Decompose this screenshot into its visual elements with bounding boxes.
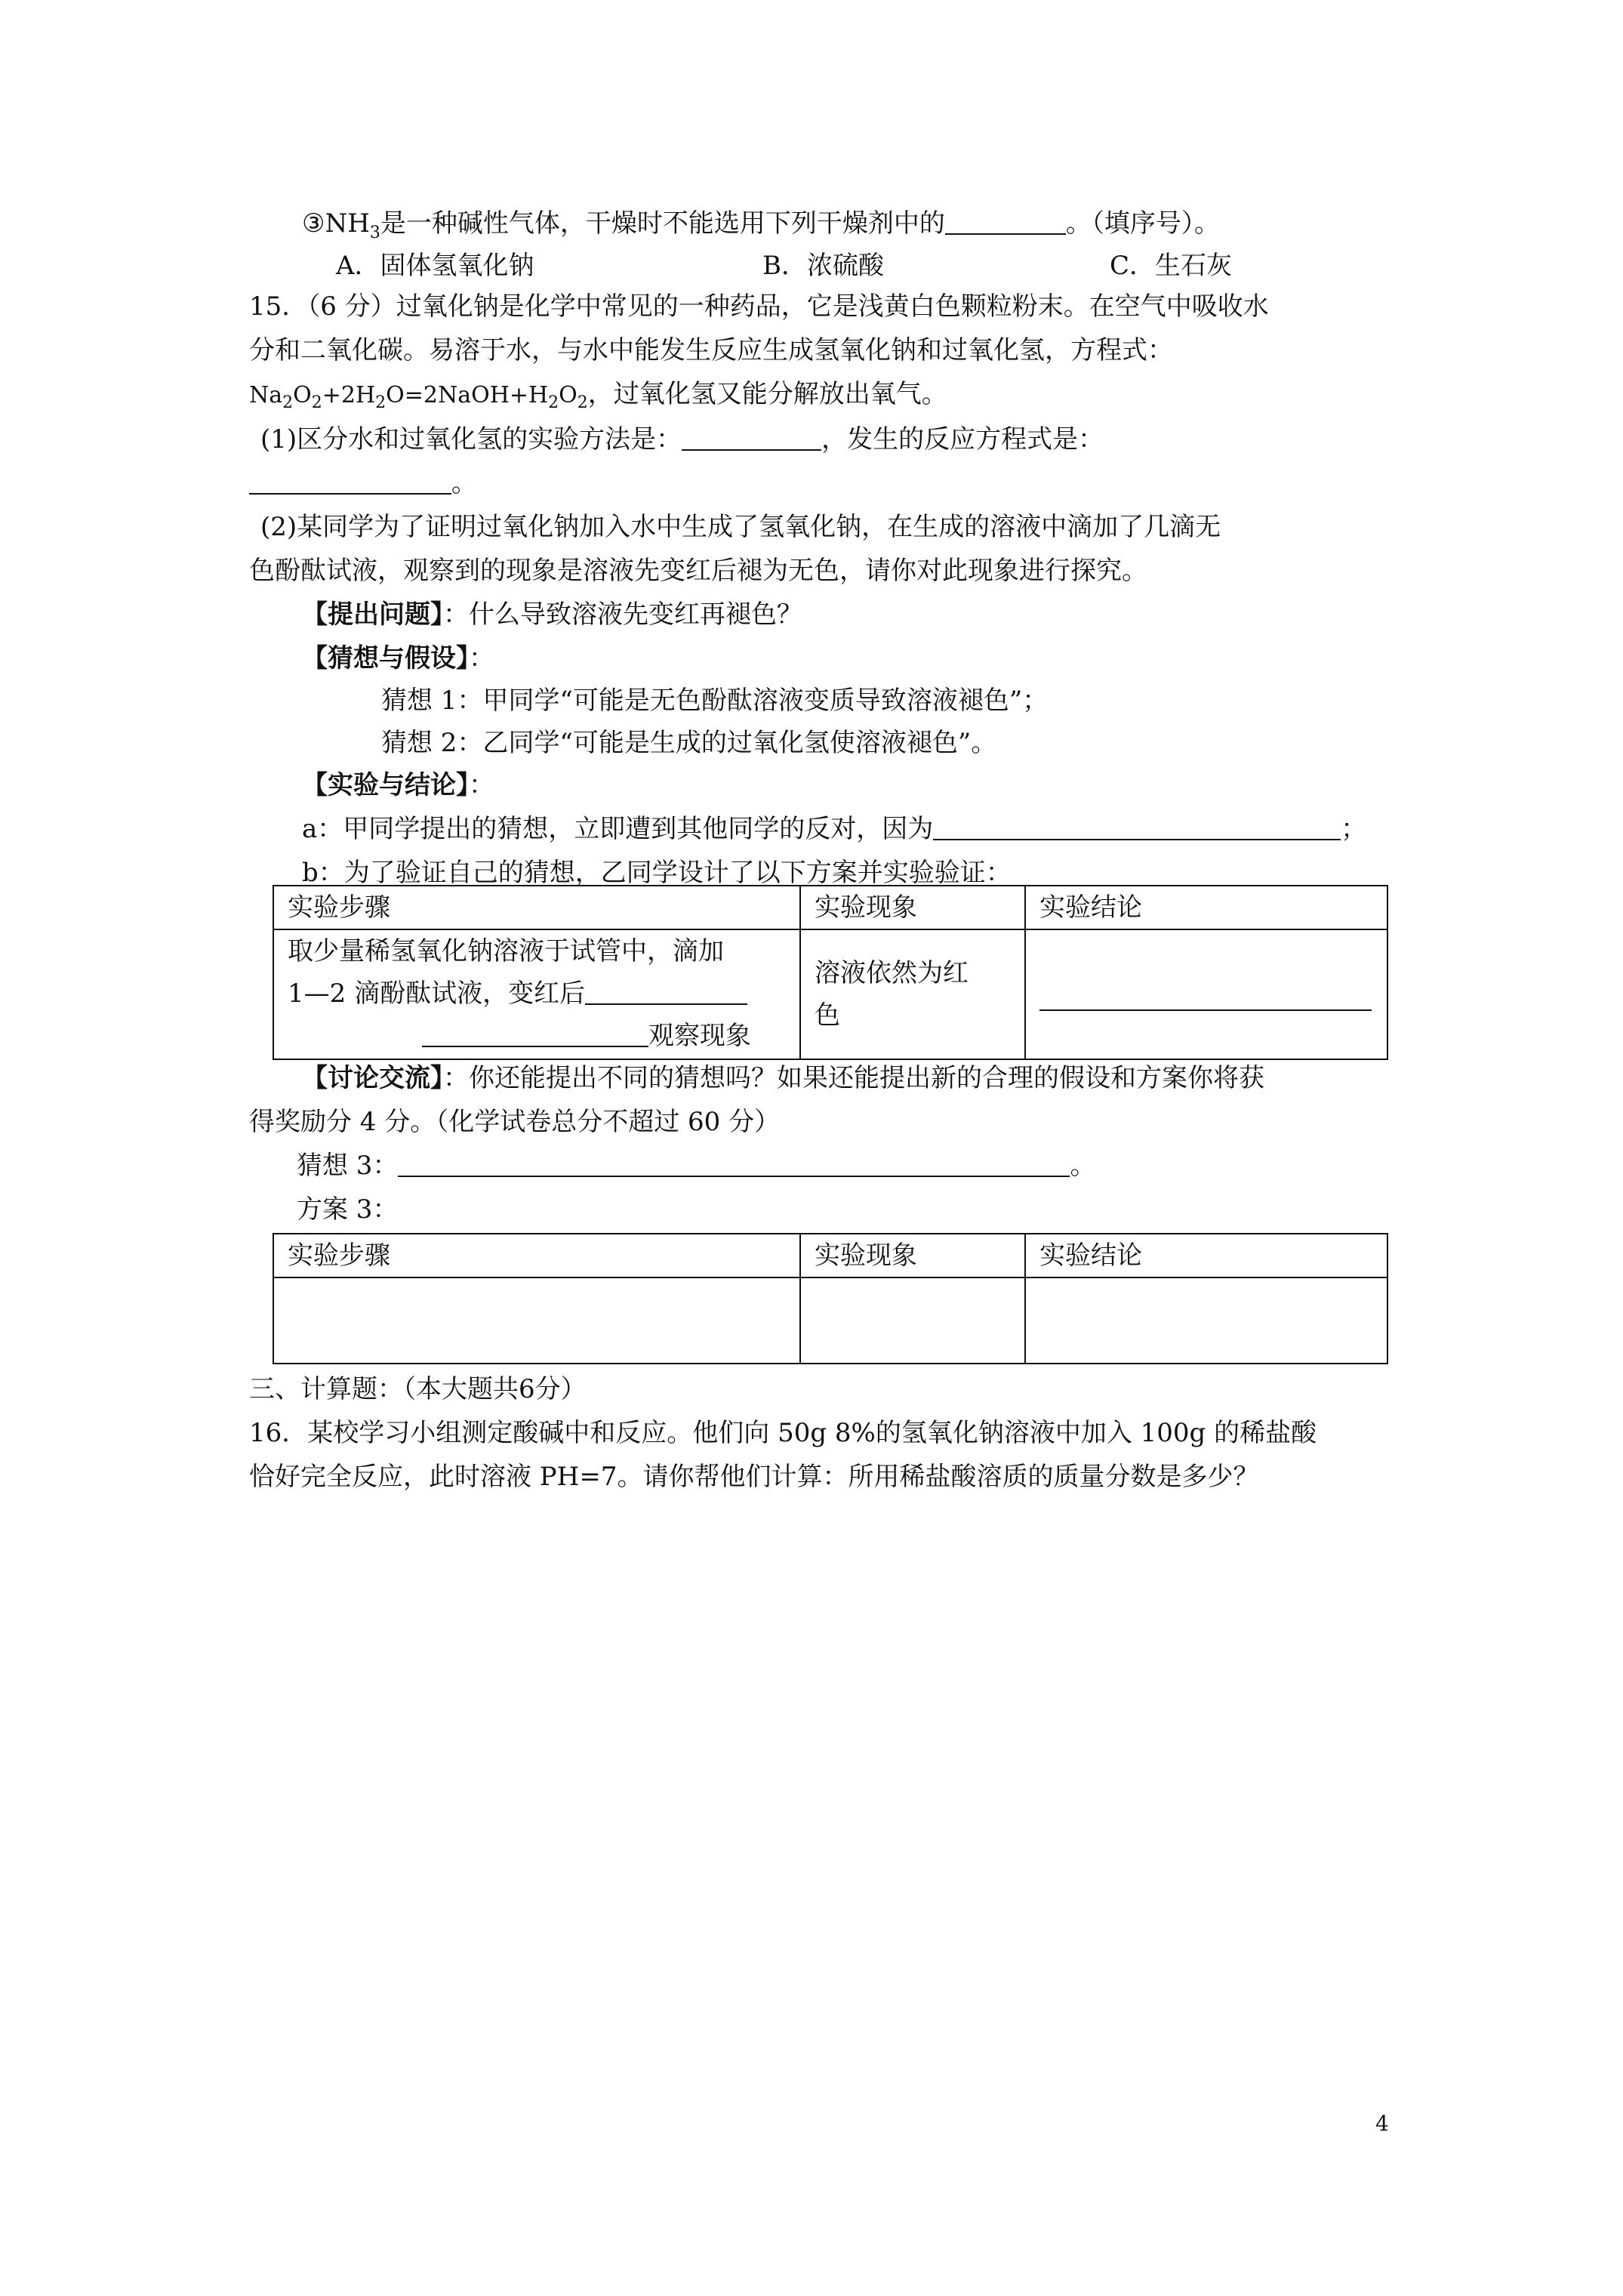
q15-sub2-line2: 色酚酞试液，观察到的现象是溶液先变红后褪为无色，请你对此现象进行探究。 xyxy=(249,556,1147,586)
hypothesis-2: 猜想 2：乙同学“可能是生成的过氧化氢使溶液褪色”。 xyxy=(381,728,997,758)
hypothesis-1: 猜想 1：甲同学“可能是无色酚酞溶液变质导致溶液褪色”； xyxy=(381,686,1049,716)
experiment-table-1 xyxy=(273,885,1388,1060)
discussion-line2: 得奖励分 4 分。（化学试卷总分不超过 60 分） xyxy=(249,1107,781,1137)
answer-blank[interactable] xyxy=(682,424,821,451)
experiment-heading: 【实验与结论】： xyxy=(302,770,494,800)
q15-equation: $Na_2O_2+2H_2O=2NaOH+H_2O_2$，过氧化氢又能分解放出氧气。 xyxy=(249,379,947,412)
table-header: 实验步骤 xyxy=(273,886,800,929)
table-cell-conclusion[interactable] xyxy=(1025,1277,1387,1364)
question-raise-line: 【提出问题】：什么导致溶液先变红再褪色？ xyxy=(302,599,802,630)
q16-line2: 恰好完全反应，此时溶液 PH=7。请你帮他们计算：所用稀盐酸溶质的质量分数是多少？ xyxy=(249,1462,1259,1492)
plan-3-label: 方案 3： xyxy=(297,1194,399,1225)
q14-part3-line: $③NH_3$是一种碱性气体，干燥时不能选用下列干燥剂中的 。（填序号）。 xyxy=(302,208,1220,242)
table-cell-phenomenon: 溶液依然为红 色 xyxy=(800,929,1025,1059)
answer-blank[interactable] xyxy=(422,1020,648,1047)
q15-sub1-line: (1)区分水和过氧化氢的实验方法是： ，发生的反应方程式是： xyxy=(260,424,1104,455)
q14-option-b: B．浓硫酸 xyxy=(762,251,884,281)
answer-blank[interactable] xyxy=(945,208,1066,235)
q14-option-a: A．固体氢氧化钠 xyxy=(336,251,534,281)
q15-line1: 15．（6 分）过氧化钠是化学中常见的一种药品，它是浅黄白色颗粒粉末。在空气中吸收水 xyxy=(249,291,1269,322)
answer-blank[interactable] xyxy=(585,978,747,1005)
circled-number: ③ xyxy=(302,208,325,239)
hypothesis-3-line: 猜想 3： 。 xyxy=(297,1151,1096,1181)
table-header: 实验步骤 xyxy=(273,1234,800,1277)
q14-option-c: C．生石灰 xyxy=(1110,251,1233,281)
discussion-line1: 【讨论交流】：你还能提出不同的猜想吗？如果还能提出新的合理的假设和方案你将获 xyxy=(302,1063,1264,1093)
table-cell-conclusion[interactable] xyxy=(1025,929,1387,1059)
table-header: 实验结论 xyxy=(1025,886,1387,929)
q15-line2: 分和二氧化碳。易溶于水，与水中能发生反应生成氢氧化钠和过氧化氢，方程式： xyxy=(249,335,1173,365)
page-number: 4 xyxy=(1375,2111,1389,2136)
table-cell-phenomenon[interactable] xyxy=(800,1277,1025,1364)
q15-sub2-line1: (2)某同学为了证明过氧化钠加入水中生成了氢氧化钠，在生成的溶液中滴加了几滴无 xyxy=(260,512,1221,542)
q15-sub1-line2: 。 xyxy=(249,467,477,500)
section-3-heading: 三、计算题：（本大题共6分） xyxy=(249,1374,587,1404)
answer-blank[interactable] xyxy=(398,1150,1070,1177)
table-cell-step: 取少量稀氢氧化钠溶液于试管中，滴加 1—2 滴酚酞试液，变红后 观察现象 xyxy=(273,929,800,1059)
table-header: 实验现象 xyxy=(800,1234,1025,1277)
hypothesis-heading: 【猜想与假设】： xyxy=(302,643,494,673)
answer-blank[interactable] xyxy=(249,467,451,495)
part-b-line: b：为了验证自己的猜想，乙同学设计了以下方案并实验验证： xyxy=(302,858,1012,888)
table-header: 实验结论 xyxy=(1025,1234,1387,1277)
table-cell-step[interactable] xyxy=(273,1277,800,1364)
experiment-table-2 xyxy=(273,1233,1388,1364)
part-a-line: a：甲同学提出的猜想，立即遭到其他同学的反对，因为 ； xyxy=(302,814,1367,844)
table-header: 实验现象 xyxy=(800,886,1025,929)
answer-blank[interactable] xyxy=(1039,984,1372,1011)
answer-blank[interactable] xyxy=(933,813,1341,840)
q16-line1: 16．某校学习小组测定酸碱中和反应。他们向 50g 8%的氢氧化钠溶液中加入 100g 的稀盐酸 xyxy=(249,1418,1317,1448)
